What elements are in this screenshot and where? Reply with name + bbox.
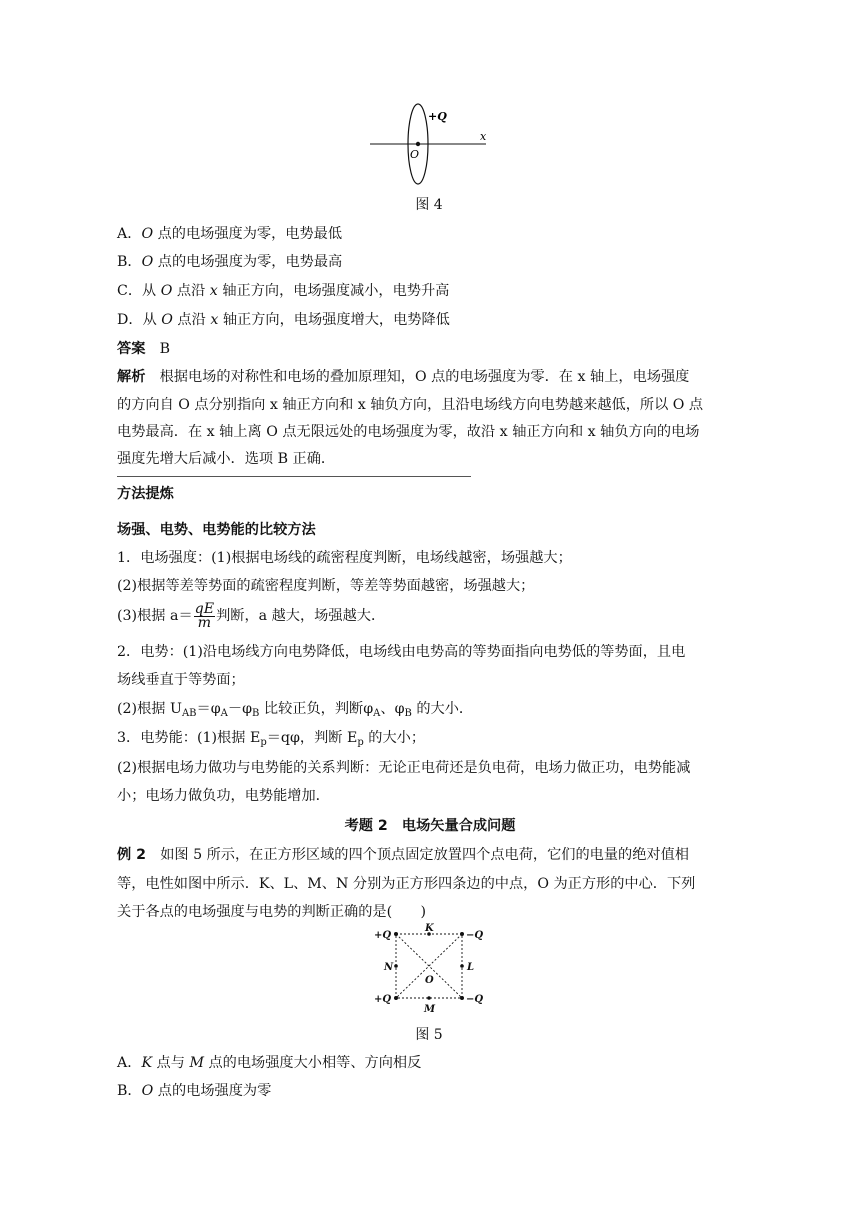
label-l: L	[467, 962, 475, 973]
analysis-label: 解析	[117, 369, 146, 385]
point-m	[427, 996, 431, 1000]
example-2-line-3: 关于各点的电场强度与电势的判断正确的是( )	[117, 904, 427, 920]
figure-5-square-charges	[370, 922, 498, 1018]
analysis-line-2: 的方向自 O 点分别指向 x 轴正方向和 x 轴负方向，且沿电场线方向电势越来越低，所以 O 点	[117, 397, 704, 413]
analysis-line-3: 电势最高．在 x 轴上离 O 点无限远处的电场强度为零，故沿 x 轴正方向和 x 轴负方向的电场	[117, 424, 700, 440]
fraction-qe-over-m: $\frac{qE}{m}$	[194, 600, 215, 631]
method-p2: (2)根据等差等势面的疏密程度判断，等差等势面越密，场强越大；	[117, 578, 535, 594]
analysis-line-4: 强度先增大后减小．选项 B 正确．	[117, 451, 336, 467]
axis-label: x	[480, 130, 487, 143]
option-2-a: A．K 点与 M 点的电场强度大小相等、方向相反	[117, 1055, 422, 1071]
label-top-left: +Q	[374, 930, 392, 941]
method-p6: (2)根据 $U_{AB}=\varphi_A-\varphi_B$ 比较正负，判断$\varphi_A$、$\varphi_B$ 的大小．	[117, 701, 474, 719]
label-o: O	[425, 975, 434, 986]
point-l	[460, 964, 464, 968]
option-c: C．从 O 点沿 x 轴正方向，电场强度减小，电势升高	[117, 283, 450, 299]
origin-point	[416, 142, 420, 146]
origin-label: O	[410, 148, 420, 161]
method-heading: 方法提炼	[117, 486, 174, 502]
answer-label: 答案	[117, 341, 146, 357]
example-2-line-1: 例 2 如图 5 所示，在正方形区域的四个顶点固定放置四个点电荷，它们的电量的绝对值相	[117, 847, 689, 863]
method-p7: 3．电势能：(1)根据 $E_p=q\varphi$，判断 $E_p$ 的大小；	[117, 730, 426, 748]
option-b: B．O 点的电场强度为零，电势最高	[117, 254, 343, 270]
figure-4-ring-diagram	[368, 100, 492, 188]
label-m: M	[424, 1004, 436, 1015]
method-p9: 小；电场力做负功，电势能增加．	[117, 788, 330, 804]
method-p3: (3)根据 a＝ $\frac{qE}{m}$ 判断，a 越大，场强越大．	[117, 600, 386, 631]
section-divider	[117, 476, 471, 477]
figure-4-caption: 图 4	[415, 197, 443, 213]
method-p5: 场线垂直于等势面；	[117, 672, 245, 688]
figure-5-caption: 图 5	[415, 1027, 443, 1043]
method-subheading: 场强、电势、电势能的比较方法	[117, 522, 316, 538]
option-d: D．从 O 点沿 x 轴正方向，电场强度增大，电势降低	[117, 312, 450, 328]
label-k: K	[425, 923, 434, 934]
example-2-label: 例 2	[117, 847, 146, 863]
option-2-b: B．O 点的电场强度为零	[117, 1083, 272, 1099]
point-n	[394, 964, 398, 968]
label-bottom-right: −Q	[466, 994, 484, 1005]
charge-label: +Q	[428, 110, 447, 123]
label-top-right: −Q	[466, 930, 484, 941]
answer	[117, 339, 727, 359]
method-p1: 1．电场强度：(1)根据电场线的疏密程度判断，电场线越密，场强越大；	[117, 550, 572, 566]
label-n: N	[384, 962, 394, 973]
option-a: A．O 点的电场强度为零，电势最低	[117, 226, 343, 242]
label-bottom-left: +Q	[374, 994, 392, 1005]
analysis-line-1: 解析 根据电场的对称性和电场的叠加原理知，O 点的电场强度为零．在 x 轴上，电场强度	[117, 369, 690, 385]
topic-2-heading: 考题 2 电场矢量合成问题	[344, 818, 516, 834]
method-p4: 2．电势：(1)沿电场线方向电势降低，电场线由电势高的等势面指向电势低的等势面，且电	[117, 644, 686, 660]
example-2-line-2: 等，电性如图中所示．K、L、M、N 分别为正方形四条边的中点，O 为正方形的中心．下列	[117, 876, 696, 892]
method-p8: (2)根据电场力做功与电势能的关系判断：无论正电荷还是负电荷，电场力做正功，电势能减	[117, 760, 691, 776]
answer-value: B	[159, 341, 171, 357]
